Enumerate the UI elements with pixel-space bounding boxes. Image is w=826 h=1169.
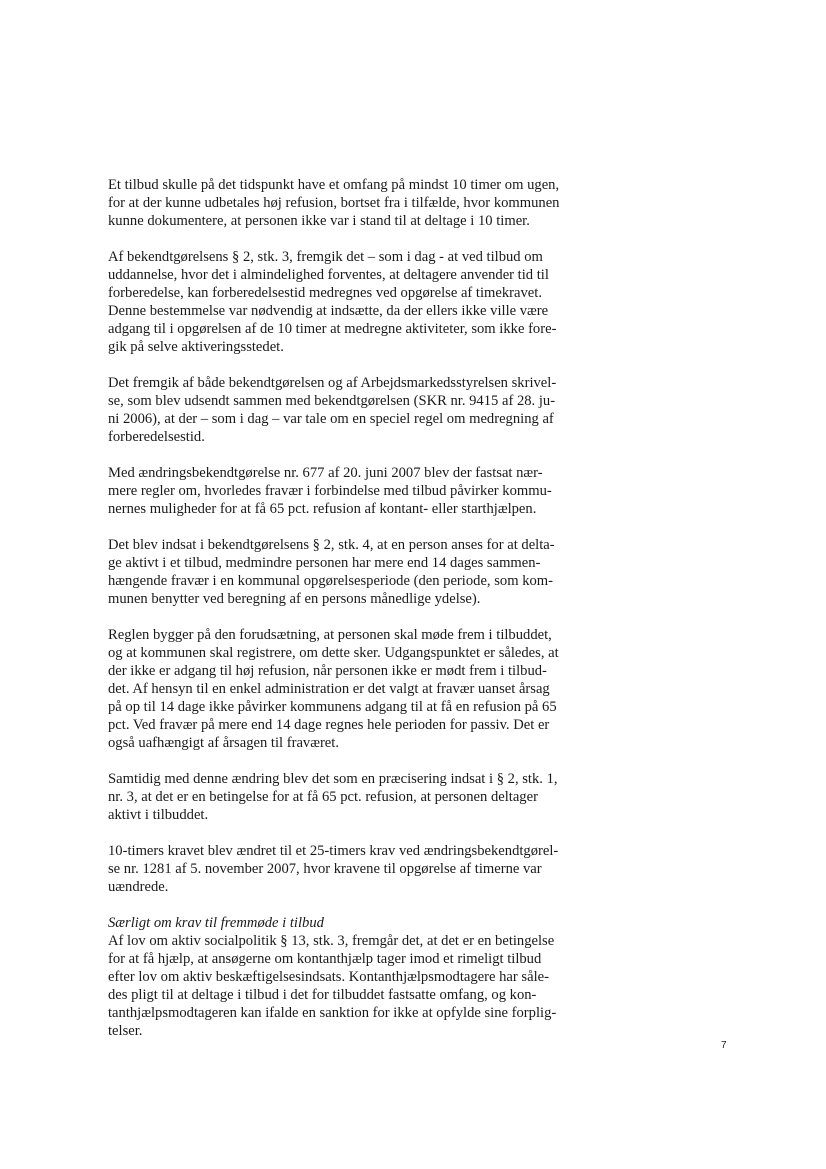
text-line: også uafhængigt af årsagen til fraværet. bbox=[108, 735, 339, 751]
paragraph bbox=[108, 626, 608, 752]
text-line: nr. 3, at det er en betingelse for at få 65 pct. refusion, at personen deltager bbox=[108, 789, 538, 805]
paragraph bbox=[108, 374, 608, 446]
text-line: munen benytter ved beregning af en persons månedlige ydelse). bbox=[108, 591, 481, 607]
paragraph bbox=[108, 464, 608, 518]
text-line: for at få hjælp, at ansøgerne om kontanthjælp tager imod et rimeligt tilbud bbox=[108, 951, 542, 967]
paragraph bbox=[108, 536, 608, 608]
text-line: Samtidig med denne ændring blev det som en præcisering indsat i § 2, stk. 1, bbox=[108, 771, 558, 787]
paragraph bbox=[108, 842, 608, 896]
paragraph bbox=[108, 770, 608, 824]
text-line: telser. bbox=[108, 1023, 143, 1039]
paragraph bbox=[108, 176, 608, 230]
text-line: Af bekendtgørelsens § 2, stk. 3, fremgik det – som i dag - at ved tilbud om bbox=[108, 249, 543, 265]
text-line: og at kommunen skal registrere, om dette sker. Udgangspunktet er således, at bbox=[108, 645, 559, 661]
text-line: efter lov om aktiv beskæftigelsesindsats. Kontanthjælpsmodtagere har såle- bbox=[108, 969, 549, 985]
text-line: 10-timers kravet blev ændret til et 25-timers krav ved ændringsbekendtgørel- bbox=[108, 843, 559, 859]
text-line: pct. Ved fravær på mere end 14 dage regnes hele perioden for passiv. Det er bbox=[108, 717, 550, 733]
text-line: ni 2006), at der – som i dag – var tale om en speciel regel om medregning af bbox=[108, 411, 554, 427]
document-body bbox=[108, 176, 608, 1058]
text-line: adgang til i opgørelsen af de 10 timer at medregne aktiviteter, som ikke fore- bbox=[108, 321, 557, 337]
text-line: des pligt til at deltage i tilbud i det for tilbuddet fastsatte omfang, og kon- bbox=[108, 987, 537, 1003]
text-line: Af lov om aktiv socialpolitik § 13, stk. 3, fremgår det, at det er en betingelse bbox=[108, 933, 555, 949]
text-line: kunne dokumentere, at personen ikke var i stand til at deltage i 10 timer. bbox=[108, 213, 530, 229]
text-line: gik på selve aktiveringsstedet. bbox=[108, 339, 284, 355]
text-line: Det blev indsat i bekendtgørelsens § 2, stk. 4, at en person anses for at delta- bbox=[108, 537, 555, 553]
section-heading: Særligt om krav til fremmøde i tilbud bbox=[108, 915, 324, 931]
text-line: uændrede. bbox=[108, 879, 169, 895]
text-line: Det fremgik af både bekendtgørelsen og af Arbejdsmarkedsstyrelsen skrivel- bbox=[108, 375, 557, 391]
text-line: på op til 14 dage ikke påvirker kommunens adgang til at få en refusion på 65 bbox=[108, 699, 557, 715]
text-line: forberedelsestid. bbox=[108, 429, 205, 445]
text-line: aktivt i tilbuddet. bbox=[108, 807, 209, 823]
text-line: se nr. 1281 af 5. november 2007, hvor kravene til opgørelse af timerne var bbox=[108, 861, 542, 877]
text-line: Med ændringsbekendtgørelse nr. 677 af 20. juni 2007 blev der fastsat nær- bbox=[108, 465, 543, 481]
text-line: se, som blev udsendt sammen med bekendtgørelsen (SKR nr. 9415 af 28. ju- bbox=[108, 393, 556, 409]
paragraph-list bbox=[108, 176, 608, 896]
text-line: ge aktivt i et tilbud, medmindre personen har mere end 14 dages sammen- bbox=[108, 555, 541, 571]
text-line: for at der kunne udbetales høj refusion, bortset fra i tilfælde, hvor kommunen bbox=[108, 195, 560, 211]
text-line: Denne bestemmelse var nødvendig at indsætte, da der ellers ikke ville være bbox=[108, 303, 549, 319]
paragraph bbox=[108, 248, 608, 356]
text-line: uddannelse, hvor det i almindelighed forventes, at deltagere anvender tid til bbox=[108, 267, 549, 283]
text-line: der ikke er adgang til høj refusion, når personen ikke er mødt frem i tilbud- bbox=[108, 663, 547, 679]
text-line: mere regler om, hvorledes fravær i forbindelse med tilbud påvirker kommu- bbox=[108, 483, 552, 499]
text-line: det. Af hensyn til en enkel administration er det valgt at fravær uanset årsag bbox=[108, 681, 550, 697]
text-line: tanthjælpsmodtageren kan ifalde en sanktion for ikke at opfylde sine forplig- bbox=[108, 1005, 557, 1021]
text-line: Reglen bygger på den forudsætning, at personen skal møde frem i tilbuddet, bbox=[108, 627, 552, 643]
text-line: nernes muligheder for at få 65 pct. refusion af kontant- eller starthjælpen. bbox=[108, 501, 537, 517]
page-number: 7 bbox=[721, 1040, 727, 1051]
section-text bbox=[108, 932, 608, 1040]
section-special-attendance bbox=[108, 914, 608, 1040]
text-line: hængende fravær i en kommunal opgørelsesperiode (den periode, som kom- bbox=[108, 573, 553, 589]
text-line: forberedelse, kan forberedelsestid medregnes ved opgørelse af timekravet. bbox=[108, 285, 542, 301]
text-line: Et tilbud skulle på det tidspunkt have et omfang på mindst 10 timer om ugen, bbox=[108, 177, 560, 193]
